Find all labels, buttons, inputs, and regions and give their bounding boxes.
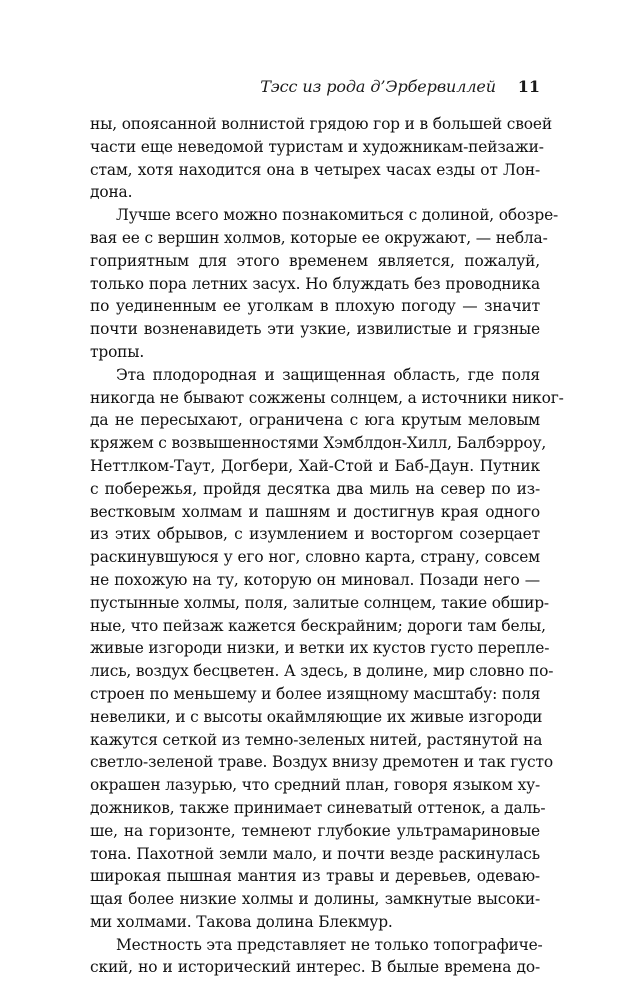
running-header bbox=[90, 77, 540, 101]
running-title: Тэсс из рода д’Эрбервиллей bbox=[260, 77, 496, 96]
body-text bbox=[90, 113, 564, 979]
text-line: по уединенным ее уголкам в плохую погоду — значит bbox=[90, 297, 540, 316]
text-line: ны, опоясанной волнистой грядою гор и в большей своей bbox=[90, 115, 552, 133]
page-number: 11 bbox=[517, 77, 540, 96]
text-line: Эта плодородная и защищенная область, где поля bbox=[116, 365, 540, 384]
text-line: Лучше всего можно познакомиться с долиной, обозре- bbox=[116, 206, 559, 225]
text-line: с побережья, пройдя десятка два миль на север по из- bbox=[90, 479, 540, 498]
text-line: тропы. bbox=[90, 342, 145, 361]
text-line: живые изгороди низки, и ветки их кустов густо перепле- bbox=[90, 639, 550, 658]
text-line: светло-зеленой траве. Воздух внизу дремотен и так густо bbox=[90, 753, 553, 772]
text-line: стам, хотя находится она в четырех часах езды от Лон- bbox=[90, 160, 540, 179]
text-line: широкая пышная мантия из травы и деревьев, одеваю- bbox=[90, 867, 540, 886]
text-line: только пора летних засух. Но блуждать без проводника bbox=[90, 274, 540, 293]
text-line: окрашен лазурью, что средний план, говоря языком ху- bbox=[90, 776, 541, 795]
text-line: тона. Пахотной земли мало, и почти везде раскинулась bbox=[90, 844, 540, 863]
text-line: части еще неведомой туристам и художникам-пейзажи- bbox=[90, 137, 544, 156]
text-line: невелики, и с высоты окаймляющие их живые изгороди bbox=[90, 707, 543, 726]
text-line: не похожую на ту, которую он миновал. Позади него — bbox=[90, 570, 540, 589]
text-line: строен по меньшему и более изящному масштабу: поля bbox=[90, 684, 541, 703]
text-line: Неттлком-Таут, Догбери, Хай-Стой и Баб-Даун. Путник bbox=[90, 456, 540, 475]
text-line: ные, что пейзаж кажется бескрайним; дороги там белы, bbox=[90, 616, 546, 635]
text-line: почти возненавидеть эти узкие, извилистые и грязные bbox=[90, 320, 540, 339]
text-line: из этих обрывов, с изумлением и восторгом созерцает bbox=[90, 525, 540, 544]
text-line: дожников, также принимает синеватый оттенок, а даль- bbox=[90, 798, 546, 817]
text-line: лись, воздух бесцветен. А здесь, в долине, мир словно по- bbox=[90, 662, 554, 681]
text-line: пустынные холмы, поля, залитые солнцем, такие обшир- bbox=[90, 593, 549, 612]
text-line: ский, но и исторический интерес. В былые времена до- bbox=[90, 958, 540, 977]
text-line: раскинувшуюся у его ног, словно карта, страну, совсем bbox=[90, 548, 540, 567]
text-line: вая ее с вершин холмов, которые ее окружают, — небла- bbox=[90, 228, 548, 247]
text-line: да не пересыхают, ограничена с юга крутым меловым bbox=[90, 411, 540, 430]
text-line: дона. bbox=[90, 183, 133, 202]
text-line: ми холмами. Такова долина Блекмур. bbox=[90, 912, 393, 931]
text-line: ше, на горизонте, темнеют глубокие ультрамариновые bbox=[90, 821, 540, 840]
text-line: щая более низкие холмы и долины, замкнутые высоки- bbox=[90, 890, 540, 909]
text-line: никогда не бывают сожжены солнцем, а источники никог- bbox=[90, 388, 564, 407]
text-line: вестковым холмам и пашням и достигнув края одного bbox=[90, 502, 540, 521]
text-line: кряжем с возвышенностями Хэмблдон-Хилл, Балбэрроу, bbox=[90, 434, 547, 453]
text-line: гоприятным для этого временем является, пожалуй, bbox=[90, 251, 540, 270]
text-line: Местность эта представляет не только топографиче- bbox=[116, 935, 543, 954]
text-line: кажутся сеткой из темно-зеленых нитей, растянутой на bbox=[90, 730, 543, 749]
